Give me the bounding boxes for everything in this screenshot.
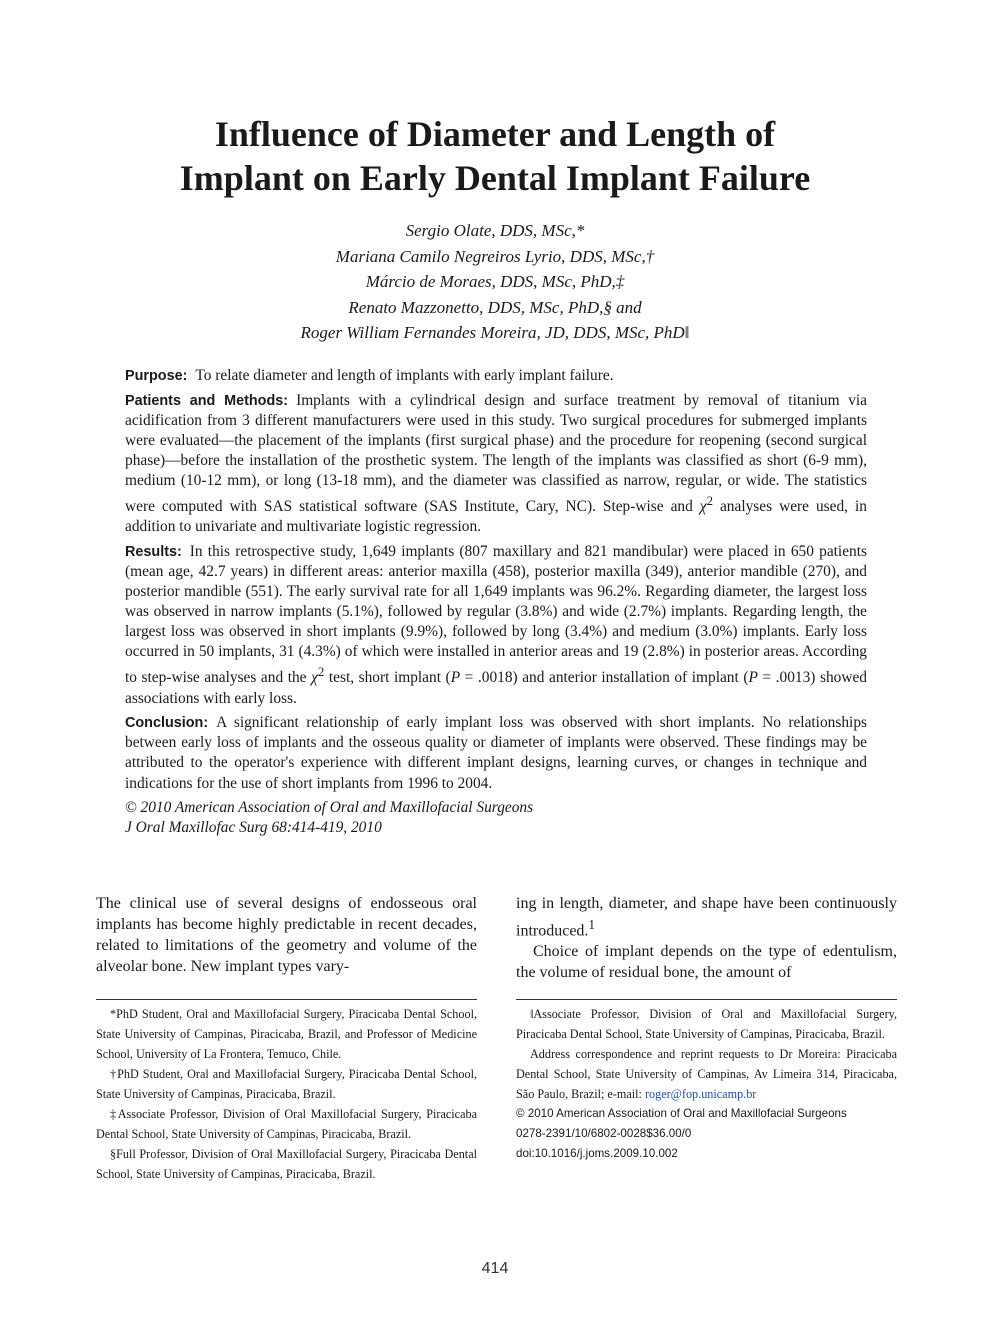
superscript: 2 [706, 494, 713, 509]
conclusion-text: A significant relationship of early implant loss was observed with short implants. No relationships between early loss of implants and the osseous quality or diameter of implants were observed. These findings may be attributed to the operator's experience with different implant designs, learning curves, or changes in technique and indications for the use of short implants from 1996 to 2004. [125, 714, 867, 792]
chi-symbol: χ [311, 669, 318, 687]
page-number: 414 [481, 1260, 509, 1277]
issn: 0278-2391/10/6802-0028$36.00/0 [516, 1127, 692, 1140]
body-paragraph [516, 893, 897, 941]
body-column-left [96, 893, 477, 977]
abstract-conclusion [125, 713, 867, 793]
chi-symbol: χ [699, 498, 707, 516]
reference-marker: 1 [588, 917, 596, 932]
footnotes-left [96, 1004, 477, 1184]
article-title [100, 112, 890, 200]
methods-text: analyses were used, in addition to univariate and multivariate logistic regression. [125, 498, 867, 536]
abstract-methods [125, 391, 867, 538]
footnote: *PhD Student, Oral and Maxillofacial Surgery, Piracicaba Dental School, State University of Campinas, Piracicaba, Brazil, and Professor of Medicine School, University of La Frontera, Temuco, Chile. [96, 1007, 477, 1061]
footnote-divider [96, 999, 477, 1000]
author-list [120, 218, 870, 346]
body-text: ing in length, diameter, and shape have been continuously introduced. [516, 895, 897, 940]
email-link[interactable]: roger@fop.unicamp.br [644, 1087, 757, 1101]
purpose-label: Purpose: [125, 368, 188, 384]
address-text: Address correspondence and reprint requests to Dr Moreira: Piracicaba Dental School, State University of Campinas, Av Limeira 314, Piracicaba, São Paulo, Brazil; e-mail: [516, 1047, 897, 1101]
abstract-results [125, 542, 867, 709]
results-text: test, short implant ( [324, 669, 451, 687]
body-paragraph: The clinical use of several designs of endosseous oral implants has become highly predictable in recent decades, related to limitations of the geometry and volume of the alveolar bone. New implant types vary- [96, 895, 477, 975]
p-symbol: P [450, 669, 461, 687]
results-text: = .0018) and anterior installation of implant ( [460, 669, 749, 687]
footnote-divider [516, 999, 897, 1000]
purpose-text: To relate diameter and length of implants with early implant failure. [195, 367, 614, 384]
results-text: In this retrospective study, 1,649 implants (807 maxillary and 821 mandibular) were placed in 650 patients (mean age, 42.7 years) in different areas: anterior maxilla (458), posterior maxilla (349), anterior mandible (270), and posterior mandible (551). The early survival rate for all 1,649 implants was 96.2%. Regarding diameter, the largest loss was observed in narrow implants (5.1%), followed by regular (3.8%) and wide (2.7%) implants. Regarding length, the largest loss was observed in short implants (9.9%), followed by long (3.4%) and medium (3.0%) implants. Early loss occurred in 50 implants, 31 (4.3%) of which were installed in anterior areas and 19 (2.8%) in posterior areas. According to step-wise analyses and the [125, 542, 867, 687]
abstract-copyright: © 2010 American Association of Oral and Maxillofacial Surgeons [125, 799, 534, 817]
footnote: §Full Professor, Division of Oral Maxillofacial Surgery, Piracicaba Dental School, State University of Campinas, Piracicaba, Brazil. [96, 1147, 477, 1181]
results-label: Results: [125, 543, 182, 560]
author: Renato Mazzonetto, DDS, MSc, PhD,§ and [348, 297, 642, 317]
title-line: Influence of Diameter and Length of [214, 114, 776, 154]
methods-text: Implants with a cylindrical design and surface treatment by removal of titanium via acidification from 3 different manufacturers were used in this study. Two surgical procedures for submerged implants were evaluated—the placement of the implants (first surgical phase) and the procedure for reopening (second surgical phase)—before the installation of the prosthetic system. The length of the implants was classified as short (6-9 mm), medium (10-12 mm), or long (13-18 mm), and the diameter was classified as narrow, regular, or wide. The statistics were computed with SAS statistical software (SAS Institute, Cary, NC). Step-wise and [125, 391, 868, 516]
footnotes-right [516, 1004, 897, 1164]
footnote: ‖Associate Professor, Division of Oral and Maxillofacial Surgery, Piracicaba Dental School, State University of Campinas, Piracicaba, Brazil. [516, 1007, 897, 1041]
p-symbol: P [748, 669, 758, 687]
abstract-purpose [125, 366, 867, 386]
footnote-address [516, 1044, 897, 1104]
results-text: = .0013) showed associations with early loss. [125, 669, 867, 707]
title-line: Implant on Early Dental Implant Failure [179, 158, 811, 198]
footnote: †PhD Student, Oral and Maxillofacial Surgery, Piracicaba Dental School, State University of Campinas, Piracicaba, Brazil. [96, 1067, 477, 1101]
conclusion-label: Conclusion: [125, 715, 209, 732]
author: Roger William Fernandes Moreira, JD, DDS, MSc, PhD‖ [300, 323, 690, 342]
footnote-copyright: © 2010 American Association of Oral and Maxillofacial Surgeons [516, 1107, 847, 1120]
doi: doi:10.1016/j.joms.2009.10.002 [516, 1147, 678, 1160]
methods-label: Patients and Methods: [125, 392, 289, 409]
footnote: ‡Associate Professor, Division of Oral Maxillofacial Surgery, Piracicaba Dental School, State University of Campinas, Piracicaba, Brazil. [96, 1107, 477, 1141]
author: Sergio Olate, DDS, MSc,* [405, 221, 585, 240]
superscript: 2 [317, 665, 325, 680]
body-column-right [516, 893, 897, 983]
journal-citation: J Oral Maxillofac Surg 68:414-419, 2010 [125, 819, 382, 837]
author: Mariana Camilo Negreiros Lyrio, DDS, MSc,† [335, 246, 655, 266]
author: Márcio de Moraes, DDS, MSc, PhD,‡ [365, 272, 625, 291]
body-paragraph: Choice of implant depends on the type of edentulism, the volume of residual bone, the amount of [516, 943, 897, 982]
abstract [125, 366, 867, 838]
